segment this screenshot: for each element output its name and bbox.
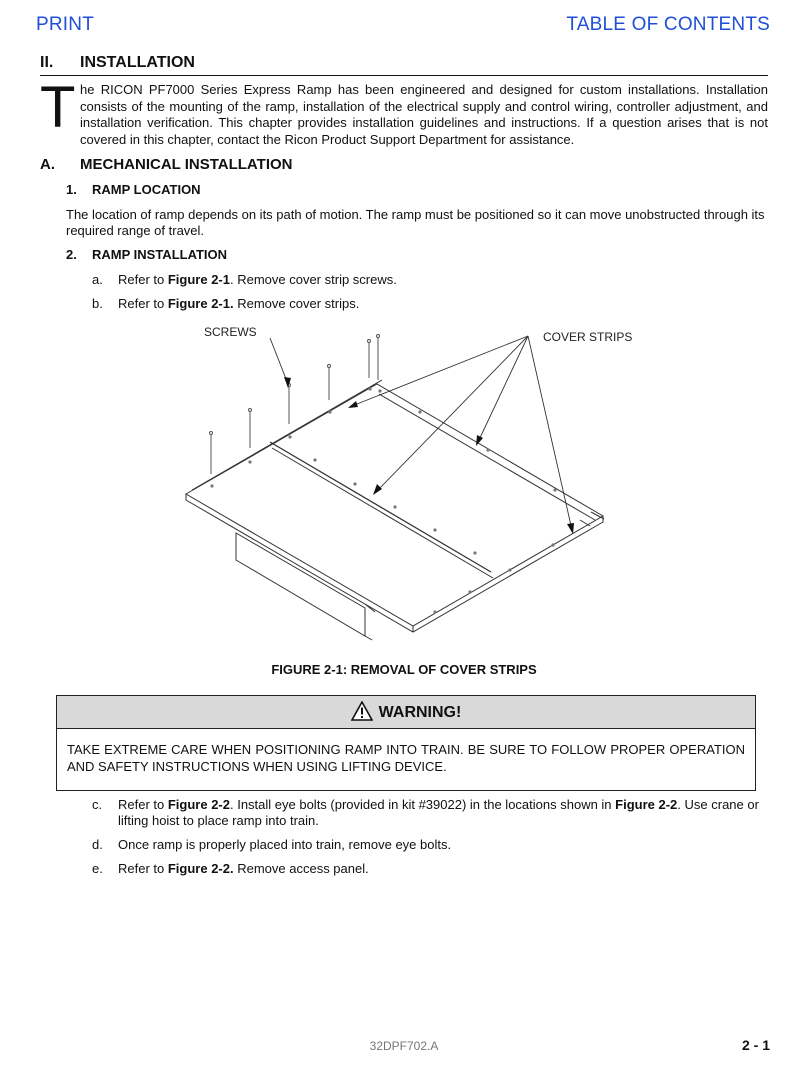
figure-reference: Figure 2-1. [167,296,234,311]
section-number: II. [40,54,54,71]
step-text: Refer to Figure 2-1. Remove cover strip screws. [118,272,397,287]
item-heading-ramp-location [66,182,201,197]
section-heading [40,54,768,76]
item-title: RAMP INSTALLATION [92,247,228,262]
screws-label: SCREWS [204,325,257,339]
step-c [92,797,762,829]
step-text: Refer to Figure 2-2. Remove access panel. [118,861,369,876]
warning-header [57,696,755,729]
ramp-figure [170,318,650,648]
warning-text: TAKE EXTREME CARE WHEN POSITIONING RAMP INTO TRAIN. BE SURE TO FOLLOW PROPER OPERATION AND SAFETY INSTRUCTIONS WHEN USING LIFTING DEVICE. [67,742,745,774]
intro-paragraph [40,75,768,148]
subsection-title: MECHANICAL INSTALLATION [80,156,293,173]
cover-strips-label: COVER STRIPS [543,330,633,344]
item-number: 1. [66,182,77,197]
step-a [92,272,762,288]
table-of-contents-link[interactable]: TABLE OF CONTENTS [566,14,770,35]
step-text: Refer to Figure 2-2. Install eye bolts (provided in kit #39022) in the locations shown in Figure 2-2. Use crane or lifting hoist to place ramp into train. [118,797,759,828]
section-title: INSTALLATION [80,54,195,71]
drop-cap: T [40,75,76,140]
ramp-location-text: The location of ramp depends on its path of motion. The ramp must be positioned so it can move unobstructed through its required range of travel. [66,207,765,238]
step-letter: e. [92,861,103,876]
item-number: 2. [66,247,77,262]
step-e [92,861,762,877]
step-b [92,296,762,312]
warning-icon [351,701,373,721]
figure-reference: Figure 2-2 [615,797,678,812]
step-letter: d. [92,837,103,852]
step-letter: c. [92,797,103,812]
intro-text: he RICON PF7000 Series Express Ramp has been engineered and designed for custom installations. Installation consists of the mounting of the ramp, installation of the electrical supply and control wiring, controller adjustment, and installation verification. This chapter provides installation guidelines and instructions. If a question arises that is not covered in this chapter, contact the Ricon Product Support Department for assistance. [80,82,768,147]
page-number: 2 - 1 [741,1037,770,1053]
item-heading-ramp-installation [66,247,227,262]
warning-title: WARNING! [378,704,462,721]
step-letter: b. [92,296,103,311]
step-text: Refer to Figure 2-1. Remove cover strips. [118,296,360,311]
subsection-letter: A. [40,156,55,173]
figure-caption: FIGURE 2-1: REMOVAL OF COVER STRIPS [271,662,537,677]
figure-reference: Figure 2-2. [167,861,234,876]
step-letter: a. [92,272,103,287]
step-d [92,837,762,853]
print-link[interactable]: PRINT [36,14,94,35]
figure-reference: Figure 2-1 [167,272,230,287]
ramp-top-surface [186,384,603,626]
step-text: Once ramp is properly placed into train, remove eye bolts. [118,837,452,852]
document-code: 32DPF702.A [369,1039,439,1053]
figure-reference: Figure 2-2 [167,797,230,812]
warning-box [56,695,756,791]
item-title: RAMP LOCATION [92,182,201,197]
